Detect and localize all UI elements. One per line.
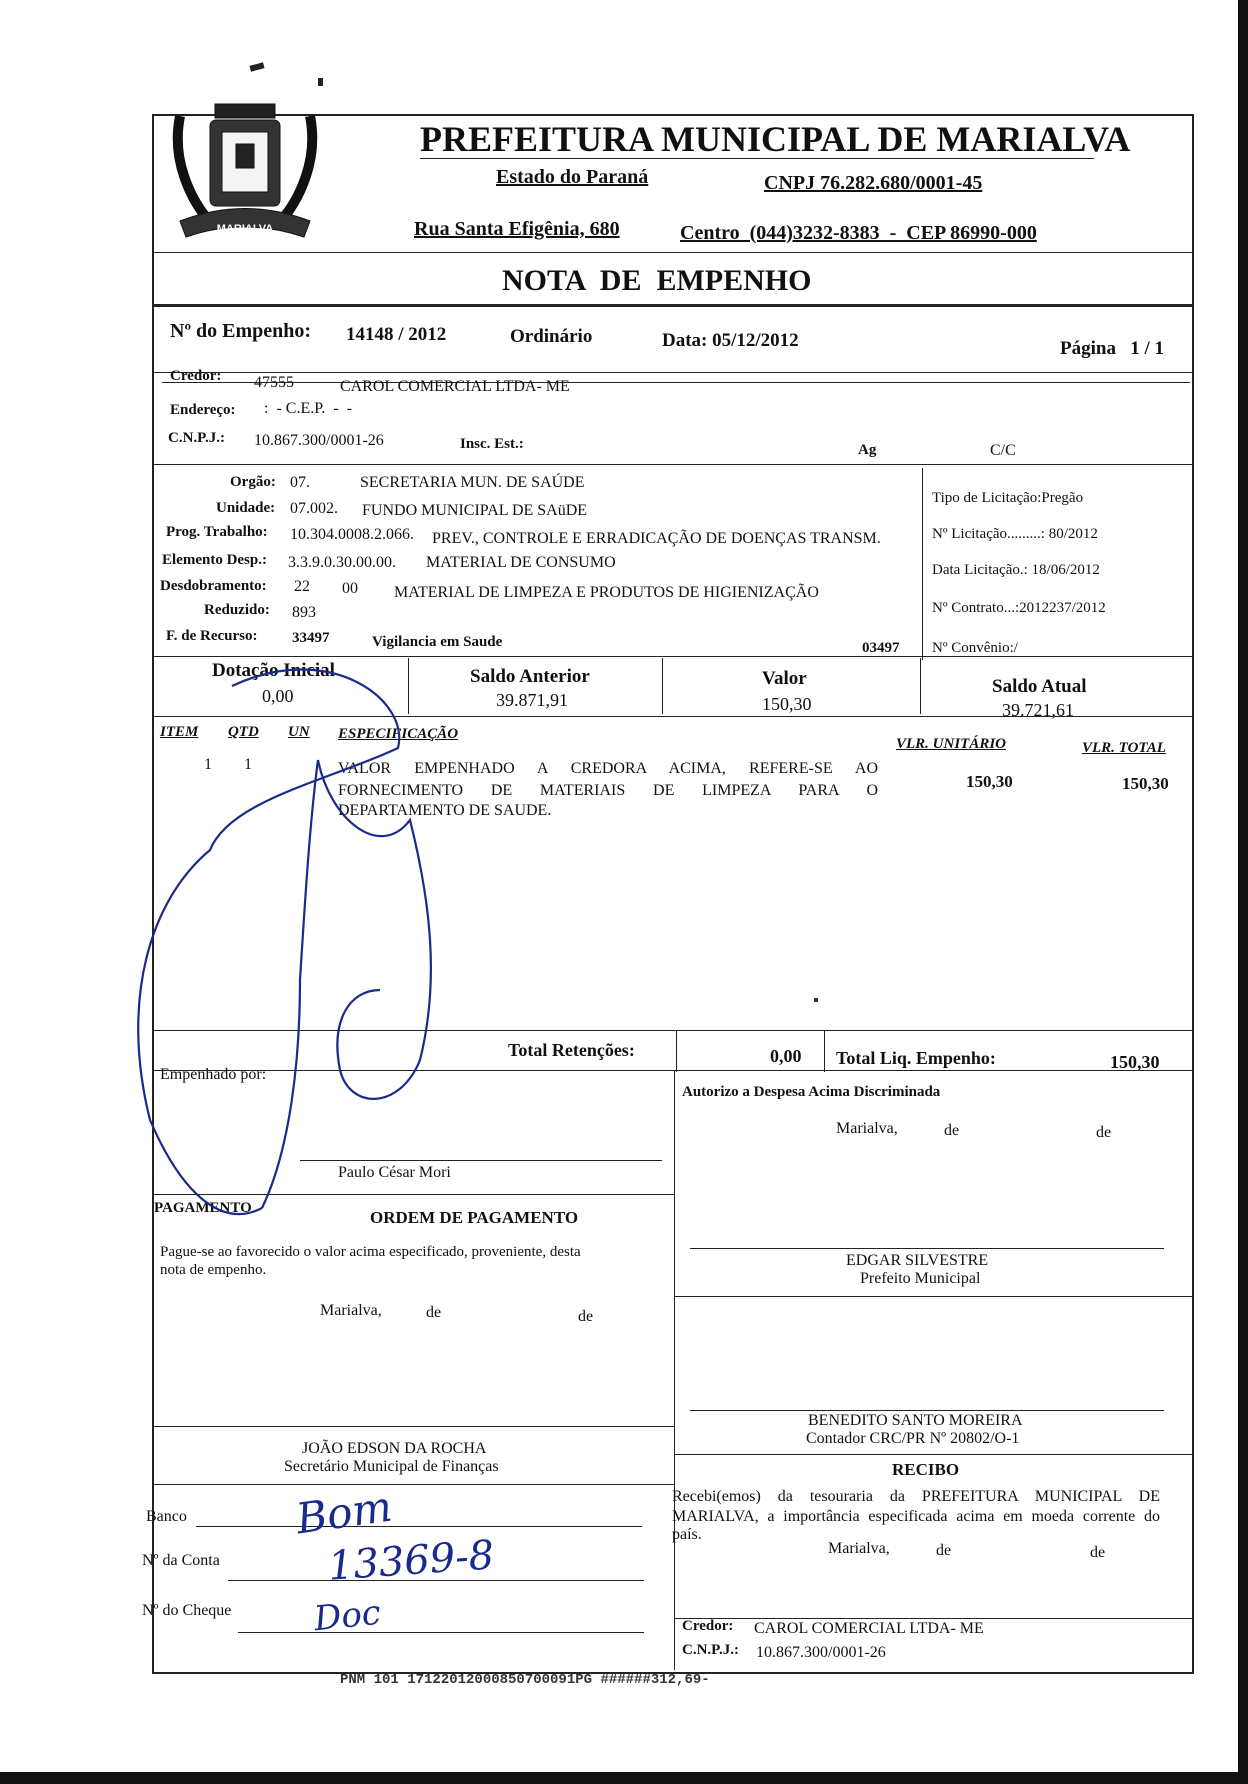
empenho-number: 14148 / 2012 bbox=[346, 324, 447, 345]
item-vlr-total: 150,30 bbox=[1122, 774, 1169, 793]
empenhado-por-name: Paulo César Mori bbox=[338, 1164, 451, 1181]
total-liq-label: Total Liq. Empenho: bbox=[836, 1048, 996, 1068]
ordem-de-2: de bbox=[578, 1308, 594, 1325]
ag-label: Ag bbox=[858, 442, 877, 458]
recibo-title: RECIBO bbox=[892, 1460, 960, 1479]
reduzido-code: 893 bbox=[292, 604, 316, 621]
recibo-city: Marialva, bbox=[828, 1540, 890, 1557]
page-title: PREFEITURA MUNICIPAL DE MARIALVA bbox=[420, 119, 1131, 159]
unidade-label: Unidade: bbox=[216, 500, 276, 516]
conta-label: Nº da Conta bbox=[142, 1552, 220, 1569]
secretario-name: JOÃO EDSON DA ROCHA bbox=[302, 1440, 487, 1457]
total-liq-value: 150,30 bbox=[1110, 1052, 1160, 1072]
orgao-label: Orgão: bbox=[230, 474, 276, 490]
contador-title: Contador CRC/PR Nº 20802/O-1 bbox=[806, 1430, 1020, 1447]
svg-text:MARIALVA: MARIALVA bbox=[216, 223, 274, 235]
endereco-value: : - C.E.P. - - bbox=[264, 400, 352, 417]
empenhado-por-label: Empenhado por: bbox=[160, 1066, 267, 1083]
valor-label: Valor bbox=[762, 668, 807, 689]
recibo-de-2: de bbox=[1090, 1544, 1106, 1561]
recurso-label: F. de Recurso: bbox=[166, 628, 258, 644]
ordem-pagamento-title: ORDEM DE PAGAMENTO bbox=[370, 1208, 579, 1227]
ordem-de-1: de bbox=[426, 1304, 442, 1321]
page-number: Página 1 / 1 bbox=[1060, 338, 1164, 359]
prog-trabalho-code: 10.304.0008.2.066. bbox=[290, 526, 414, 543]
item-qtd: 1 bbox=[244, 756, 252, 773]
desdobramento-name: MATERIAL DE LIMPEZA E PRODUTOS DE HIGIENIZAÇÃO bbox=[394, 584, 819, 601]
autorizo-de-1: de bbox=[944, 1122, 960, 1139]
cnpj-label: C.N.P.J.: bbox=[168, 430, 225, 446]
recurso-extra: 03497 bbox=[862, 640, 900, 656]
dotacao-inicial-value: 0,00 bbox=[262, 686, 294, 706]
cheque-handwriting: Doc bbox=[312, 1592, 383, 1640]
empenho-number-label: Nº do Empenho: bbox=[170, 320, 312, 342]
pague-se-line-1: Pague-se ao favorecido o valor acima especificado, proveniente, desta bbox=[160, 1244, 581, 1260]
elemento-desp-name: MATERIAL DE CONSUMO bbox=[426, 554, 616, 571]
numero-contrato: Nº Contrato...:2012237/2012 bbox=[932, 600, 1106, 616]
cnpj-header: CNPJ 76.282.680/0001-45 bbox=[764, 172, 983, 194]
cc-label: C/C bbox=[990, 442, 1016, 459]
recibo-credor-label: Credor: bbox=[682, 1618, 734, 1634]
recibo-cnpj-value: 10.867.300/0001-26 bbox=[756, 1644, 886, 1661]
bank-stamp: PNM 101 17122012000850700091PG ######312,69- bbox=[340, 1672, 710, 1688]
prefeito-title: Prefeito Municipal bbox=[860, 1270, 981, 1287]
item-number: 1 bbox=[204, 756, 212, 773]
numero-licitacao: Nº Licitação.........: 80/2012 bbox=[932, 526, 1098, 542]
cnpj-value: 10.867.300/0001-26 bbox=[254, 432, 384, 449]
recurso-name: Vigilancia em Saude bbox=[372, 634, 503, 650]
state-name: Estado do Paraná bbox=[496, 166, 649, 188]
recurso-code: 33497 bbox=[292, 630, 330, 646]
desdobramento-sub: 00 bbox=[342, 580, 358, 597]
pagamento-label: PAGAMENTO bbox=[154, 1200, 252, 1216]
total-retencoes-value: 0,00 bbox=[770, 1046, 802, 1066]
recibo-line-2: MARIALVA, a importância especificada acima em moeda corrente do bbox=[672, 1508, 1160, 1525]
autorizo-de-2: de bbox=[1096, 1124, 1112, 1141]
data-licitacao: Data Licitação.: 18/06/2012 bbox=[932, 562, 1100, 578]
desdobramento-code: 22 bbox=[294, 578, 310, 595]
col-vlr-unitario: VLR. UNITÁRIO bbox=[896, 736, 1007, 752]
prefeito-name: EDGAR SILVESTRE bbox=[846, 1252, 989, 1269]
autorizo-text: Autorizo a Despesa Acima Discriminada bbox=[682, 1084, 941, 1100]
col-item: ITEM bbox=[160, 724, 199, 740]
prog-trabalho-name: PREV., CONTROLE E ERRADICAÇÃO DE DOENÇAS TRANSM. bbox=[432, 530, 881, 547]
elemento-desp-code: 3.3.9.0.30.00.00. bbox=[288, 554, 396, 571]
tipo-licitacao: Tipo de Licitação:Pregão bbox=[932, 490, 1084, 506]
empenho-type: Ordinário bbox=[510, 326, 593, 347]
saldo-atual-label: Saldo Atual bbox=[992, 676, 1087, 697]
credor-name: CAROL COMERCIAL LTDA- ME bbox=[340, 378, 570, 395]
col-qtd: QTD bbox=[228, 724, 259, 740]
desdobramento-label: Desdobramento: bbox=[160, 578, 267, 594]
autorizo-city: Marialva, bbox=[836, 1120, 898, 1137]
numero-convenio: Nº Convênio:/ bbox=[932, 640, 1018, 656]
col-especificacao: ESPECIFICAÇÃO bbox=[338, 726, 459, 742]
endereco-label: Endereço: bbox=[170, 402, 236, 418]
item-description-line-1: VALOR EMPENHADO A CREDORA ACIMA, REFERE-SE AO bbox=[338, 760, 878, 777]
total-retencoes-label: Total Retenções: bbox=[508, 1040, 635, 1060]
ordem-city: Marialva, bbox=[320, 1302, 382, 1319]
prog-trabalho-label: Prog. Trabalho: bbox=[166, 524, 268, 540]
empenho-date: Data: 05/12/2012 bbox=[662, 330, 799, 351]
recibo-cnpj-label: C.N.P.J.: bbox=[682, 1642, 739, 1658]
elemento-desp-label: Elemento Desp.: bbox=[162, 552, 267, 568]
recibo-credor-name: CAROL COMERCIAL LTDA- ME bbox=[754, 1620, 984, 1637]
cheque-label: Nº do Cheque bbox=[142, 1602, 232, 1619]
col-vlr-total: VLR. TOTAL bbox=[1082, 740, 1166, 756]
saldo-anterior-label: Saldo Anterior bbox=[470, 666, 590, 687]
address-street: Rua Santa Efigênia, 680 bbox=[414, 218, 620, 240]
reduzido-label: Reduzido: bbox=[204, 602, 270, 618]
banco-handwriting: Bom bbox=[293, 1481, 395, 1544]
banco-label: Banco bbox=[146, 1508, 187, 1525]
orgao-name: SECRETARIA MUN. DE SAÚDE bbox=[360, 474, 585, 491]
unidade-name: FUNDO MUNICIPAL DE SAüDE bbox=[362, 502, 588, 519]
valor-value: 150,30 bbox=[762, 694, 812, 714]
saldo-anterior-value: 39.871,91 bbox=[496, 690, 568, 710]
secretario-title: Secretário Municipal de Finanças bbox=[284, 1458, 499, 1475]
pague-se-line-2: nota de empenho. bbox=[160, 1262, 267, 1278]
item-description-line-3: DEPARTAMENTO DE SAUDE. bbox=[338, 802, 552, 819]
item-description-line-2: FORNECIMENTO DE MATERIAIS DE LIMPEZA PARA O bbox=[338, 782, 878, 799]
orgao-code: 07. bbox=[290, 474, 310, 491]
item-vlr-unitario: 150,30 bbox=[966, 772, 1013, 791]
unidade-code: 07.002. bbox=[290, 500, 338, 517]
document-title: NOTA DE EMPENHO bbox=[502, 264, 812, 297]
saldo-atual-value: 39.721,61 bbox=[1002, 700, 1074, 720]
contador-name: BENEDITO SANTO MOREIRA bbox=[808, 1412, 1023, 1429]
recibo-line-1: Recebi(emos) da tesouraria da PREFEITURA MUNICIPAL DE bbox=[672, 1488, 1160, 1505]
insc-est-label: Insc. Est.: bbox=[460, 436, 524, 452]
address-district-phone: Centro (044)3232-8383 - CEP 86990-000 bbox=[680, 222, 1037, 244]
dotacao-inicial-label: Dotação Inicial bbox=[212, 660, 335, 681]
conta-handwriting: 13369-8 bbox=[326, 1532, 496, 1590]
credor-code: 47555 bbox=[254, 374, 294, 391]
recibo-de-1: de bbox=[936, 1542, 952, 1559]
credor-label: Credor: bbox=[170, 368, 222, 384]
recibo-line-3: país. bbox=[672, 1526, 702, 1543]
col-un: UN bbox=[288, 724, 310, 740]
